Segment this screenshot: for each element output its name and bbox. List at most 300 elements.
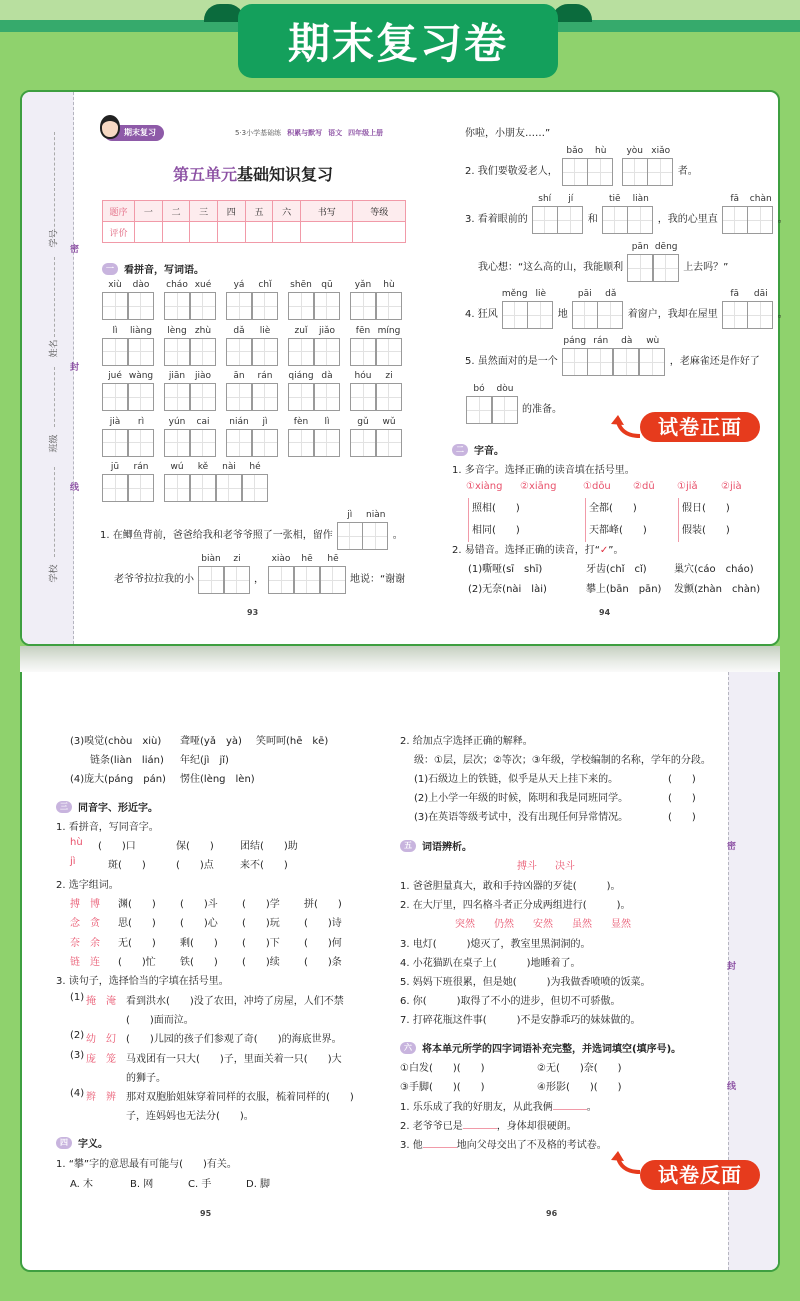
idiom-blank[interactable]: ④形影( )( ) <box>537 1082 622 1093</box>
writing-box[interactable] <box>376 338 402 366</box>
pinyin-cells <box>288 416 340 457</box>
answer-blank[interactable]: ( )续 <box>242 956 280 968</box>
sentence-text: 地向父母交出了不及格的考试卷。 <box>456 1140 607 1151</box>
writing-box[interactable] <box>572 301 598 329</box>
answer-blank[interactable]: 拼( ) <box>304 899 342 910</box>
pinyin-cell <box>288 279 314 320</box>
sentence-text[interactable]: 马戏团有一只大( )子，里面关着一只( )大 <box>126 1053 342 1065</box>
pinyin-label: chǐ <box>258 280 272 290</box>
pinyin-label: liàn <box>632 194 649 204</box>
pinyin-cell <box>190 461 216 502</box>
pinyin-cells <box>466 383 518 424</box>
choice[interactable]: 发颤(zhàn chàn) <box>674 584 761 595</box>
answer-blank[interactable]: ( )心 <box>180 918 218 930</box>
answer-blank[interactable]: 渊( ) <box>118 899 156 910</box>
choice[interactable]: D. 脚 <box>246 1179 271 1190</box>
pinyin-cell <box>748 193 774 234</box>
answer-blank[interactable]: ( )条 <box>304 956 342 968</box>
word-option: 显然 <box>611 919 631 930</box>
writing-box[interactable] <box>627 254 653 282</box>
pinyin-cell <box>598 288 624 329</box>
choice[interactable]: 聋哑(yǎ yà) <box>180 736 242 747</box>
sentence-line <box>70 992 344 1007</box>
writing-box[interactable] <box>164 429 190 457</box>
sentence-text: 2. 老爷爷已是 <box>400 1121 463 1132</box>
pinyin-label: hē <box>327 554 339 564</box>
pinyin-cells <box>102 461 154 502</box>
writing-box[interactable] <box>164 474 190 502</box>
word-option: 仍然 <box>494 919 514 930</box>
section-title: 字义。 <box>78 1139 108 1150</box>
sentence-line <box>70 1050 342 1065</box>
pinyin-label: wù <box>646 336 660 346</box>
pinyin-writing-group <box>562 335 666 376</box>
sentence-text[interactable]: ( )儿园的孩子们参观了奇( )的海底世界。 <box>126 1034 342 1046</box>
writing-box[interactable] <box>252 292 278 320</box>
item-number: (2) <box>70 1030 85 1042</box>
grade: 四年级上册 <box>348 129 384 137</box>
writing-box[interactable] <box>587 158 613 186</box>
writing-box[interactable] <box>647 158 673 186</box>
score-header: 书写 <box>300 201 353 222</box>
pinyin-cell <box>288 370 314 411</box>
writing-box[interactable] <box>288 338 314 366</box>
writing-box[interactable] <box>376 429 402 457</box>
score-cell[interactable] <box>353 222 406 243</box>
pinyin-cell <box>128 279 154 320</box>
writing-box[interactable] <box>128 338 154 366</box>
pinyin-label: hé <box>249 462 261 472</box>
sentence-text: 着窗户，我却在屋里 <box>627 309 718 320</box>
writing-box[interactable] <box>492 396 518 424</box>
score-header: 二 <box>162 201 190 222</box>
answer-blank[interactable]: ( )点 <box>176 860 214 871</box>
answer-blank[interactable]: ( )诗 <box>304 918 342 930</box>
pinyin-label: hē <box>301 554 313 564</box>
writing-box[interactable] <box>288 383 314 411</box>
unit-label: 第五单元 <box>172 165 237 184</box>
pair-chars: 搏 博 <box>70 899 100 910</box>
pinyin-cell <box>363 509 389 550</box>
answer-blank[interactable]: 保( ) <box>176 841 214 852</box>
writing-box[interactable] <box>314 383 340 411</box>
writing-box[interactable] <box>597 301 623 329</box>
choice[interactable]: (1)嘶哑(sī shī) <box>468 564 543 575</box>
pinyin-cell <box>748 288 774 329</box>
answer-blank[interactable]: ( )何 <box>304 937 342 949</box>
writing-box[interactable] <box>722 206 748 234</box>
answer-blank[interactable]: ( )口 <box>98 841 136 852</box>
writing-box[interactable] <box>164 383 190 411</box>
answer-blank[interactable]: ( )斗 <box>180 899 218 910</box>
writing-box[interactable] <box>557 206 583 234</box>
sentence-text[interactable]: ( )面而泣。 <box>126 1015 194 1027</box>
pinyin-cell <box>226 325 252 366</box>
writing-box[interactable] <box>288 429 314 457</box>
choice[interactable]: 牙齿(chǐ cǐ) <box>586 564 647 575</box>
pinyin-label: xiǎo <box>651 146 671 156</box>
answer-blank[interactable]: ( ) <box>668 812 696 823</box>
pinyin-label: yòu <box>626 146 643 156</box>
writing-box[interactable] <box>128 383 154 411</box>
review-badge <box>104 125 164 141</box>
pinyin-label: liè <box>259 325 271 336</box>
section-header <box>56 799 158 814</box>
sentence-text: 。 <box>777 214 788 225</box>
writing-box[interactable] <box>466 396 492 424</box>
writing-box[interactable] <box>198 566 224 594</box>
pinyin-cell <box>190 325 216 366</box>
pinyin-cell <box>350 325 376 366</box>
writing-box[interactable] <box>314 429 340 457</box>
choice[interactable]: 巢穴(cáo cháo) <box>674 564 754 575</box>
choice[interactable]: 笑呵呵(hē kē) <box>256 736 329 747</box>
pinyin-cells <box>288 370 340 411</box>
score-cell[interactable] <box>190 222 218 243</box>
choice[interactable]: (3)嗅觉(chòu xiù) <box>70 736 162 747</box>
pinyin-cells <box>627 241 679 282</box>
choice[interactable]: 愣住(lèng lèn) <box>180 774 255 785</box>
choice[interactable]: (2)无奈(nài lài) <box>468 584 547 595</box>
score-header: 等级 <box>353 201 406 222</box>
pair-chars: 奈 余 <box>70 937 100 949</box>
sentence <box>114 553 405 594</box>
answer-blank[interactable]: 铁( ) <box>180 956 218 968</box>
pinyin-label: hóu <box>354 371 372 381</box>
writing-box[interactable] <box>350 292 376 320</box>
answer-blank[interactable]: ( )玩 <box>242 918 280 930</box>
sentence-text: 。 <box>586 1102 597 1113</box>
pinyin-label: dòu <box>496 384 514 394</box>
sentence-text[interactable]: 子，连妈妈也无法分( )。 <box>126 1111 254 1123</box>
pinyin-label: yá <box>233 280 245 290</box>
pinyin-writing-group <box>226 279 278 325</box>
answer-blank[interactable]: ( ) <box>668 774 696 785</box>
answer-blank[interactable]: ( ) <box>668 793 696 804</box>
writing-box[interactable] <box>294 566 320 594</box>
student-id-label: 学号 <box>49 229 60 248</box>
pinyin-label: fā <box>730 289 740 299</box>
choice-chars: 掩 淹 <box>86 996 116 1007</box>
writing-box[interactable] <box>164 292 190 320</box>
writing-box[interactable] <box>376 383 402 411</box>
writing-box[interactable] <box>226 292 252 320</box>
answer-blank[interactable]: 假日( ) <box>682 503 730 514</box>
pinyin-label: rì <box>137 416 145 427</box>
choice[interactable]: B. 网 <box>130 1179 154 1190</box>
pinyin-cell <box>376 325 402 366</box>
writing-box[interactable] <box>252 383 278 411</box>
writing-box[interactable] <box>190 338 216 366</box>
pinyin-label: chàn <box>749 194 772 204</box>
pinyin-cell <box>102 279 128 320</box>
option-row <box>70 770 255 785</box>
pinyin-label: měng <box>501 289 528 299</box>
writing-box[interactable] <box>532 206 558 234</box>
pinyin-writing-group <box>288 325 340 371</box>
writing-box[interactable] <box>320 566 346 594</box>
pinyin-label: shí <box>538 194 552 204</box>
fill-blank[interactable] <box>553 1109 587 1110</box>
pinyin-label: dà <box>321 371 333 381</box>
pinyin-label: zi <box>385 371 393 381</box>
sentence <box>465 120 550 148</box>
writing-box[interactable] <box>128 474 154 502</box>
score-header: 四 <box>217 201 245 222</box>
writing-box[interactable] <box>288 292 314 320</box>
choice-chars: 辫 辨 <box>86 1092 116 1103</box>
writing-box[interactable] <box>102 338 128 366</box>
choice[interactable]: 年纪(jì jǐ) <box>180 755 229 766</box>
section-number-icon: 六 <box>400 1042 416 1054</box>
red-arrow-icon <box>608 1150 642 1178</box>
pinyin-label: fā <box>730 194 740 204</box>
pinyin-cell <box>314 416 340 457</box>
option-row <box>468 560 754 575</box>
pinyin-cell <box>242 461 268 502</box>
answer-blank[interactable]: 天都峰( ) <box>589 525 647 536</box>
writing-box[interactable] <box>242 474 268 502</box>
answer-blank[interactable]: 来不( ) <box>240 860 288 871</box>
answer-blank[interactable]: 全都( ) <box>589 503 637 514</box>
pinyin-cell <box>164 461 190 502</box>
writing-box[interactable] <box>190 429 216 457</box>
writing-box[interactable] <box>226 338 252 366</box>
question-item: (3)在英语等级考试中，没有出现任何异常情况。 <box>414 812 629 823</box>
writing-box[interactable] <box>502 301 528 329</box>
writing-box[interactable] <box>350 383 376 411</box>
sentence-text: ，老麻雀还是作好了 <box>669 356 760 367</box>
writing-box[interactable] <box>587 348 613 376</box>
pinyin-writing-group <box>164 279 216 325</box>
answer-blank[interactable]: 照相( ) <box>472 503 520 514</box>
sentence-text: 上去吗？” <box>683 262 729 273</box>
pinyin-cells <box>562 145 614 186</box>
pinyin-cell <box>252 416 278 457</box>
pinyin-label: xiù <box>108 280 122 290</box>
writing-box[interactable] <box>128 429 154 457</box>
writing-box[interactable] <box>314 338 340 366</box>
sentence-text: 的准备。 <box>522 404 562 415</box>
choice-chars: 幼 幻 <box>86 1034 116 1046</box>
pinyin-writing-group <box>164 461 268 507</box>
writing-box[interactable] <box>216 474 242 502</box>
book-info <box>235 128 383 138</box>
score-row-label: 评价 <box>103 222 135 243</box>
answer-blank[interactable]: ( )学 <box>242 899 280 910</box>
score-cell[interactable] <box>245 222 273 243</box>
writing-box[interactable] <box>190 474 216 502</box>
word-group <box>585 498 647 542</box>
section-header <box>452 442 504 457</box>
pinyin-writing-group <box>350 370 402 416</box>
word-option: 搏斗 <box>517 861 537 872</box>
sentence-text[interactable]: 那对双胞胎姐妹穿着同样的衣服，梳着同样的( ) <box>126 1092 354 1103</box>
pinyin-writing-group <box>102 416 154 462</box>
pinyin-label: biàn <box>201 554 221 564</box>
question-item: 3. 电灯( )熄灭了，教室里黑洞洞的。 <box>400 939 591 950</box>
pinyin-label: zi <box>233 554 241 564</box>
answer-blank[interactable]: 假装( ) <box>682 525 730 536</box>
writing-box[interactable] <box>562 348 588 376</box>
sentence-text[interactable]: 的狮子。 <box>126 1072 166 1084</box>
sentence-text: 。 <box>392 530 403 541</box>
word-option: 突然 <box>455 919 475 930</box>
writing-box[interactable] <box>653 254 679 282</box>
word-group <box>468 498 520 542</box>
score-header: 五 <box>245 201 273 222</box>
pinyin-cells <box>602 193 654 234</box>
answer-blank[interactable]: 思( ) <box>118 918 156 930</box>
fill-blank[interactable] <box>423 1147 457 1148</box>
pinyin-writing-group <box>602 193 654 234</box>
score-header: 题序 <box>103 201 135 222</box>
pinyin-cell <box>102 325 128 366</box>
page-title <box>100 162 406 185</box>
writing-box[interactable] <box>602 206 628 234</box>
score-cell[interactable] <box>135 222 163 243</box>
choice[interactable]: C. 手 <box>188 1179 212 1190</box>
pinyin-label: míng <box>377 325 401 336</box>
writing-box[interactable] <box>102 474 128 502</box>
score-cell[interactable] <box>217 222 245 243</box>
writing-box[interactable] <box>527 301 553 329</box>
writing-box[interactable] <box>350 338 376 366</box>
pronunciation-options <box>466 481 742 492</box>
school-label: 学校 <box>49 564 60 583</box>
score-cell[interactable] <box>273 222 301 243</box>
question-item: 2. 在大厅里，四名格斗者正分成两组进行( )。 <box>400 900 631 911</box>
pinyin-label: lì <box>112 325 118 336</box>
pinyin-label: lì <box>324 416 330 427</box>
score-cell[interactable] <box>162 222 190 243</box>
writing-box[interactable] <box>639 348 665 376</box>
idiom-blank[interactable]: ②无( )奈( ) <box>537 1063 622 1074</box>
writing-box[interactable] <box>164 338 190 366</box>
answer-blank[interactable]: 斑( ) <box>108 860 146 871</box>
red-arrow-icon <box>608 414 642 442</box>
pinyin-label: hù <box>383 280 395 290</box>
answer-blank[interactable]: 剩( ) <box>180 937 218 949</box>
writing-box[interactable] <box>190 383 216 411</box>
answer-blank[interactable]: ( )下 <box>242 937 280 949</box>
writing-box[interactable] <box>376 292 402 320</box>
sentence-text: 1. 在鲫鱼背前，爸爸给我和老爷爷照了一张相，留作 <box>100 530 333 541</box>
pinyin-writing-group <box>268 553 346 594</box>
pinyin-cell <box>252 370 278 411</box>
pinyin-label: jū <box>110 462 120 472</box>
writing-box[interactable] <box>252 338 278 366</box>
pinyin-cells <box>268 553 346 594</box>
writing-box[interactable] <box>268 566 294 594</box>
pinyin-writing-group <box>562 145 614 186</box>
pinyin-label: wú <box>170 462 184 472</box>
pinyin-cell <box>588 145 614 186</box>
pinyin-label: fèn <box>293 416 309 427</box>
pinyin-cells <box>562 335 666 376</box>
pinyin-cell <box>268 553 294 594</box>
choice-chars: 庞 笼 <box>86 1053 116 1065</box>
sentence-text: 者。 <box>677 166 698 177</box>
writing-box[interactable] <box>128 292 154 320</box>
question-text: ”。 <box>608 545 624 556</box>
answer-blank[interactable]: 团结( )助 <box>240 841 298 852</box>
writing-box[interactable] <box>622 158 648 186</box>
writing-box[interactable] <box>102 292 128 320</box>
writing-box[interactable] <box>350 429 376 457</box>
writing-box[interactable] <box>190 292 216 320</box>
answer-blank[interactable]: 无( ) <box>118 937 156 949</box>
writing-box[interactable] <box>722 301 748 329</box>
pinyin-cells <box>350 416 402 457</box>
writing-box[interactable] <box>102 383 128 411</box>
sentence-text: ，身体却很硬朗。 <box>496 1121 577 1132</box>
section-header <box>56 1135 108 1150</box>
pinyin-cell <box>562 335 588 376</box>
writing-box[interactable] <box>747 206 773 234</box>
question-item: 5. 妈妈下班很累，但是她( )为我做香喷喷的饭菜。 <box>400 977 651 988</box>
writing-box[interactable] <box>226 383 252 411</box>
fill-blank[interactable] <box>463 1128 497 1129</box>
seal-feng: 封 <box>70 363 80 373</box>
choice[interactable]: (4)庞大(páng pán) <box>70 774 166 785</box>
seal-feng: 封 <box>727 962 737 972</box>
writing-box[interactable] <box>314 292 340 320</box>
sentence-text[interactable]: 看到洪水( )没了农田，冲垮了房屋，人们不禁 <box>126 996 344 1007</box>
writing-box[interactable] <box>562 158 588 186</box>
idiom-blank[interactable]: ③手脚( )( ) <box>400 1082 485 1093</box>
writing-box[interactable] <box>102 429 128 457</box>
word-option: 安然 <box>533 919 553 930</box>
writing-box[interactable] <box>613 348 639 376</box>
pinyin-cells <box>350 325 402 366</box>
section-title: 将本单元所学的四字词语补充完整，并选词填空(填序号)。 <box>422 1044 682 1055</box>
pinyin-label: cháo <box>166 280 188 290</box>
pinyin-label: jià <box>109 416 121 427</box>
banner-title: 期末复习卷 <box>238 4 558 78</box>
writing-box[interactable] <box>337 522 363 550</box>
writing-box[interactable] <box>362 522 388 550</box>
pinyin-cell <box>572 288 598 329</box>
pinyin-writing-group <box>350 325 402 371</box>
section-title: 看拼音，写词语。 <box>124 265 204 276</box>
pinyin-cells <box>164 325 216 366</box>
pinyin-label: hù <box>595 146 607 156</box>
item-number <box>70 1011 86 1026</box>
question-text: 2. 易错音。选择正确的读音，打“ <box>452 545 600 556</box>
idiom-blank[interactable]: ①白发( )( ) <box>400 1063 485 1074</box>
choice[interactable]: 链条(liàn lián) <box>70 755 164 766</box>
word-pair-row <box>70 934 366 949</box>
score-cell[interactable] <box>300 222 353 243</box>
page-number: 95 <box>200 1209 212 1218</box>
choice[interactable]: 攀上(bān pān) <box>586 584 662 595</box>
writing-box[interactable] <box>627 206 653 234</box>
writing-box[interactable] <box>252 429 278 457</box>
answer-blank[interactable]: ( )忙 <box>118 956 156 968</box>
item-number: (1) <box>70 992 85 1003</box>
pinyin-cell <box>128 461 154 502</box>
pinyin-cells <box>102 370 154 411</box>
sentence-line <box>70 1030 342 1045</box>
writing-box[interactable] <box>226 429 252 457</box>
pinyin-writing-group <box>288 279 340 325</box>
pinyin-label: pāi <box>577 289 592 299</box>
writing-box[interactable] <box>224 566 250 594</box>
choice[interactable]: A. 木 <box>70 1179 94 1190</box>
writing-box[interactable] <box>747 301 773 329</box>
answer-blank[interactable]: 相同( ) <box>472 525 520 536</box>
